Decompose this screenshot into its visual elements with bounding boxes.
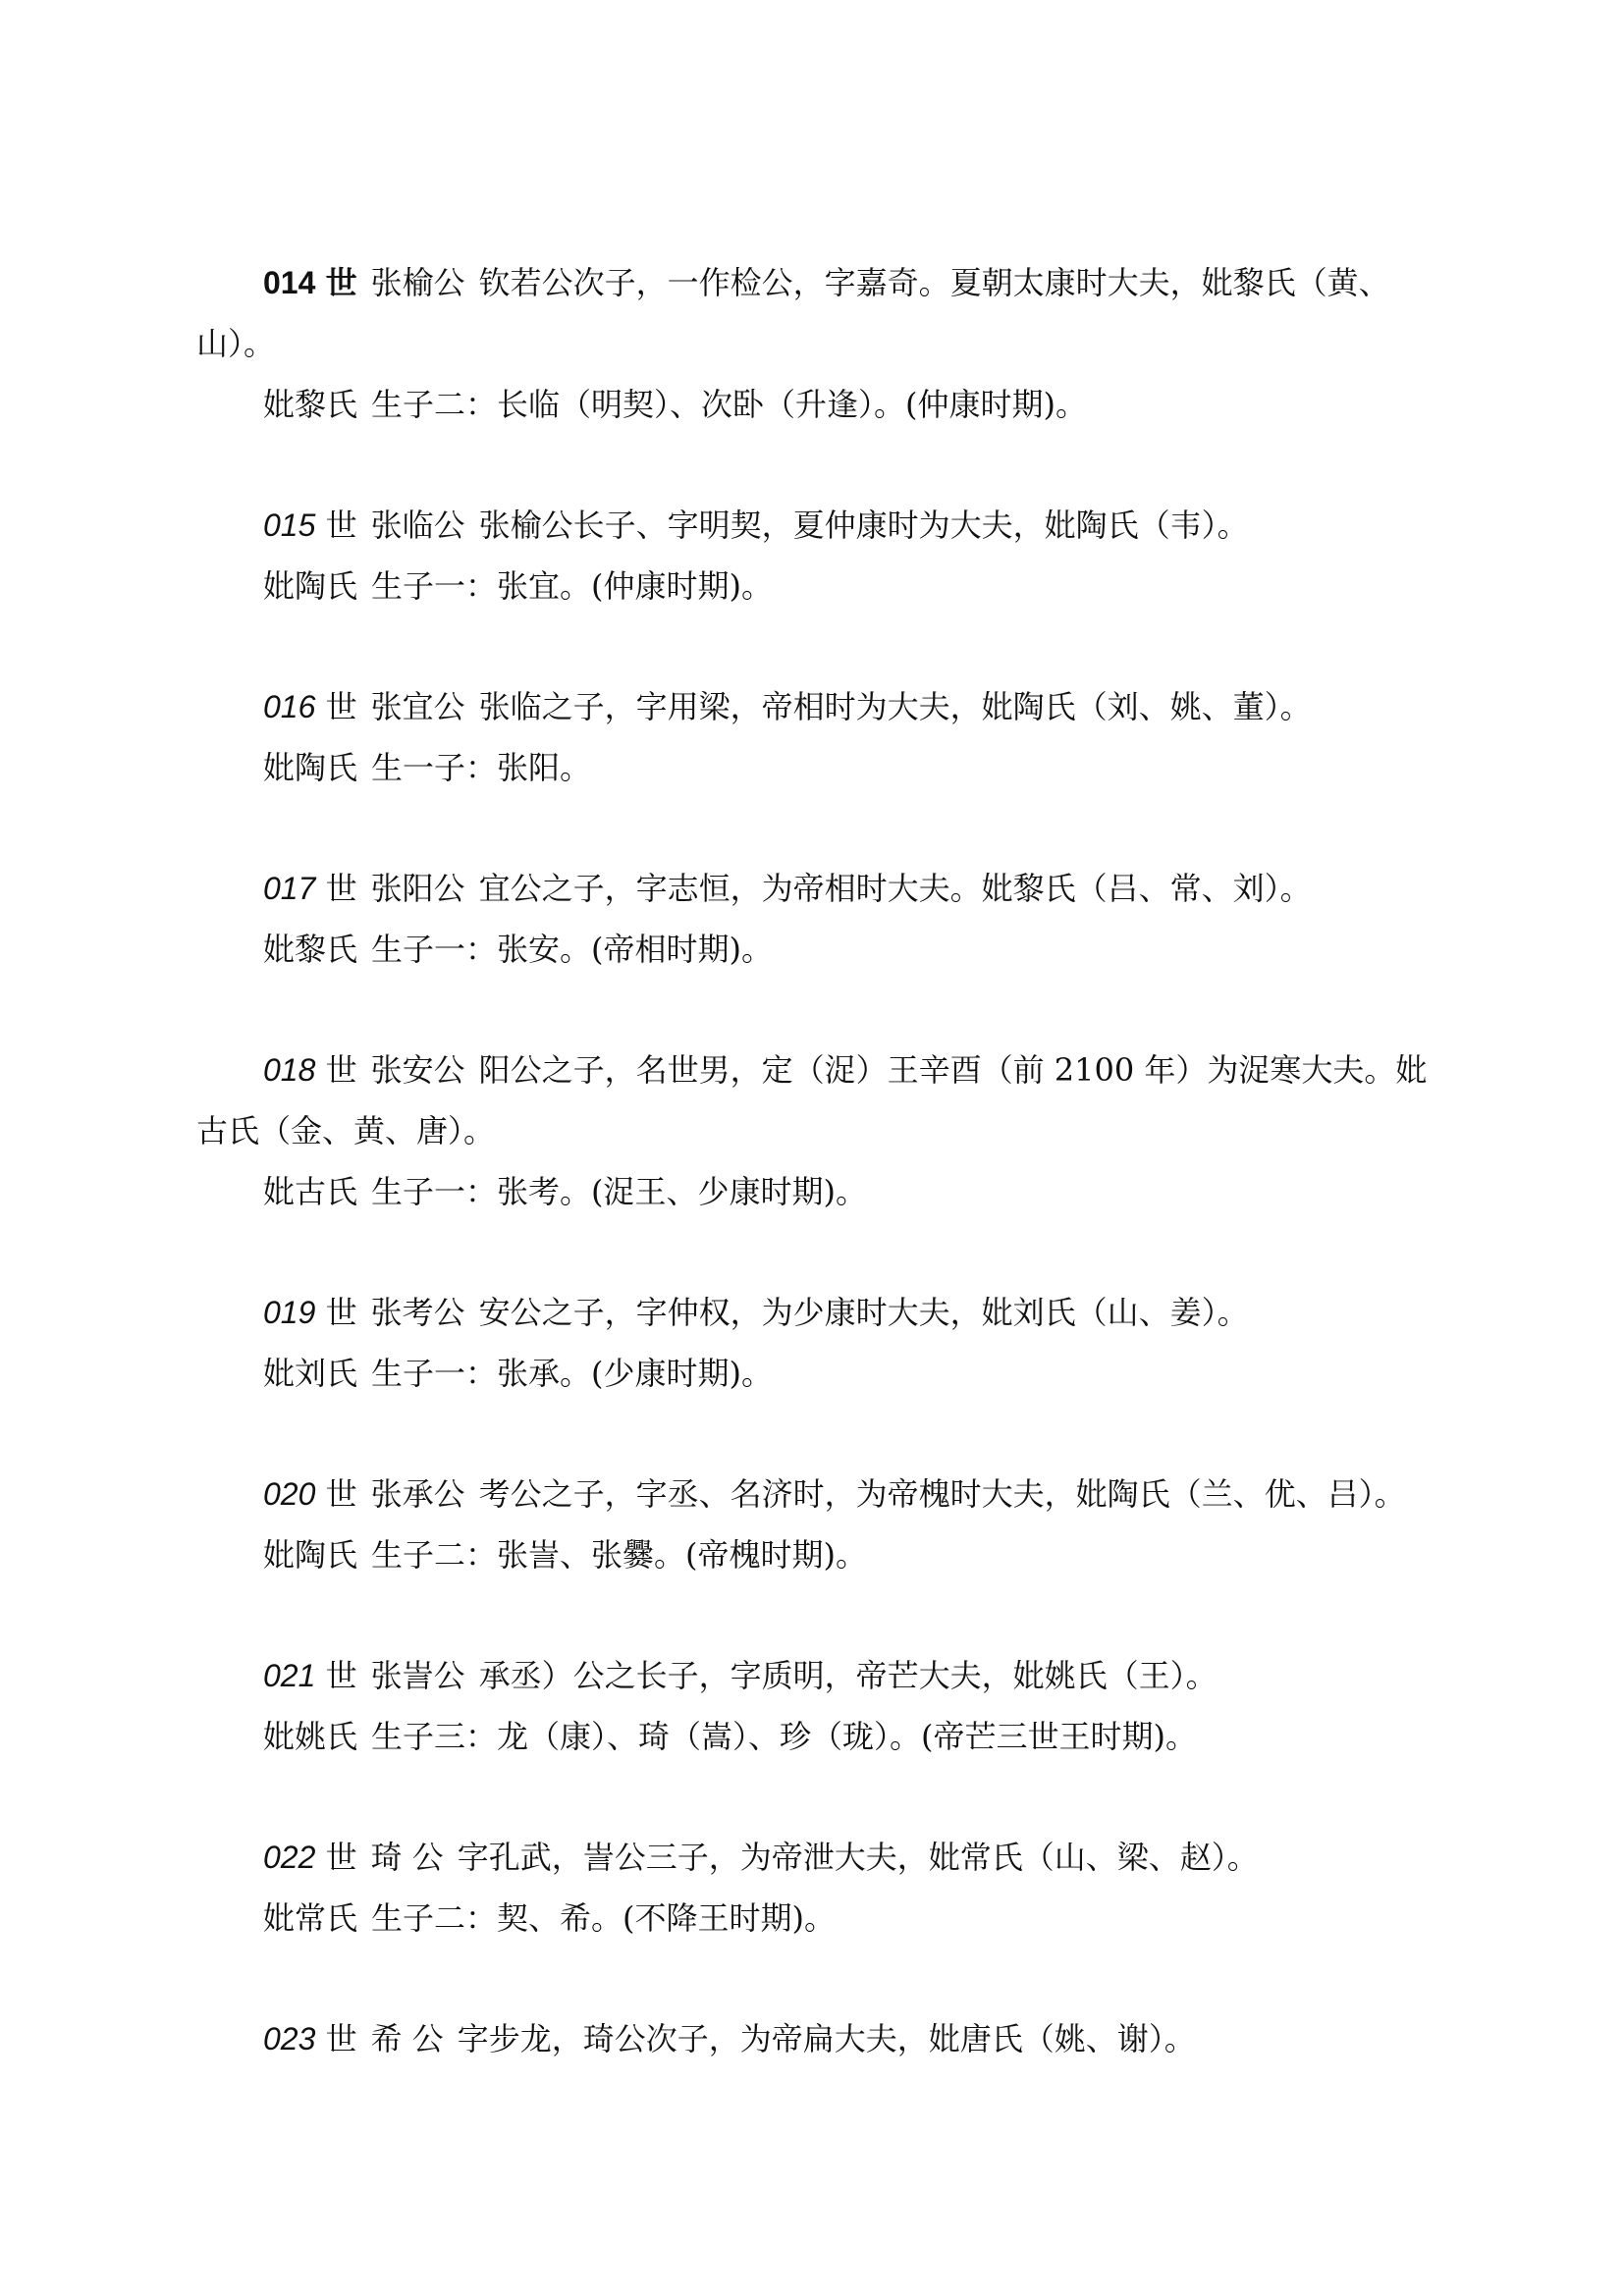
offspring-info: 生一子：张阳。 xyxy=(371,749,592,786)
ancestor-name: 张承公 xyxy=(370,1475,465,1513)
spouse-name: 妣常氏 xyxy=(263,1899,358,1937)
generation-label: 世 xyxy=(325,2020,357,2057)
ancestor-description: 张榆公长子、字明契，夏仲康时为大夫，妣陶氏（韦）。 xyxy=(478,507,1249,544)
generation-number: 018 xyxy=(263,1052,316,1088)
entry-description-continued xyxy=(196,314,275,373)
offspring-info: 生子二：契、希。(不降王时期)。 xyxy=(371,1899,836,1937)
generation-label: 世 xyxy=(325,1294,357,1331)
ancestor-description-cont: 山）。 xyxy=(196,325,276,362)
ancestor-description: 宜公之子，字志恒，为帝相时大夫。妣黎氏（吕、常、刘）。 xyxy=(478,870,1312,907)
generation-label: 世 xyxy=(325,1657,357,1694)
offspring-info: 生子二：长临（明契）、次卧（升逢）。(仲康时期)。 xyxy=(371,386,1087,423)
spouse-name: 妣姚氏 xyxy=(263,1718,358,1755)
generation-number: 017 xyxy=(263,871,316,906)
entry-heading-line xyxy=(263,1646,1218,1705)
ancestor-description-cont: 古氏（金、黄、唐）。 xyxy=(196,1112,496,1149)
spouse-name: 妣陶氏 xyxy=(263,567,358,605)
entry-description-continued xyxy=(196,1101,495,1160)
offspring-info: 生子一：张考。(浞王、少康时期)。 xyxy=(371,1173,867,1210)
generation-number: 014 xyxy=(263,265,316,300)
spouse-name: 妣黎氏 xyxy=(263,931,358,968)
entry-heading-line xyxy=(263,253,1390,312)
ancestor-name: 张訔公 xyxy=(370,1657,465,1694)
entry-heading-line xyxy=(263,2009,1196,2068)
entry-heading-line xyxy=(263,496,1249,555)
ancestor-description: 安公之子，字仲权，为少康时大夫，妣刘氏（山、姜）。 xyxy=(478,1294,1249,1331)
ancestor-description: 阳公之子，名世男，定（浞）王辛酉（前 2100 年）为浞寒大夫。妣 xyxy=(478,1051,1428,1089)
generation-number: 019 xyxy=(263,1295,316,1330)
ancestor-name: 希 公 xyxy=(370,2020,444,2057)
entry-heading-line xyxy=(263,859,1312,918)
generation-number: 021 xyxy=(263,1658,316,1693)
ancestor-description: 字孔武，訔公三子，为帝泄大夫，妣常氏（山、梁、赵）。 xyxy=(457,1839,1259,1876)
ancestor-name: 张榆公 xyxy=(370,264,465,301)
generation-label: 世 xyxy=(325,688,357,725)
ancestor-description: 承丞）公之长子，字质明，帝芒大夫，妣姚氏（王）。 xyxy=(478,1657,1218,1694)
offspring-info: 生子一：张宜。(仲康时期)。 xyxy=(371,567,773,605)
entry-heading-line xyxy=(263,1465,1406,1523)
generation-label: 世 xyxy=(325,1051,357,1089)
spouse-name: 妣黎氏 xyxy=(263,386,358,423)
ancestor-description: 字步龙，琦公次子，为帝扁大夫，妣唐氏（姚、谢）。 xyxy=(457,2020,1196,2057)
generation-label: 世 xyxy=(325,1839,357,1876)
offspring-info: 生子二：张訔、张爨。(帝槐时期)。 xyxy=(371,1536,867,1574)
entry-offspring-line xyxy=(263,920,773,979)
ancestor-description: 考公之子，字丞、名济时，为帝槐时大夫，妣陶氏（兰、优、吕）。 xyxy=(478,1475,1406,1513)
entry-offspring-line xyxy=(263,1707,1197,1766)
entry-offspring-line xyxy=(263,1162,867,1221)
entry-heading-line xyxy=(263,1283,1249,1342)
ancestor-description: 钦若公次子，一作检公，字嘉奇。夏朝太康时大夫，妣黎氏（黄、 xyxy=(478,264,1390,301)
offspring-info: 生子一：张安。(帝相时期)。 xyxy=(371,931,773,968)
ancestor-name: 张考公 xyxy=(370,1294,465,1331)
entry-offspring-line xyxy=(263,738,591,797)
generation-label: 世 xyxy=(325,507,357,544)
spouse-name: 妣陶氏 xyxy=(263,1536,358,1574)
spouse-name: 妣古氏 xyxy=(263,1173,358,1210)
spouse-name: 妣陶氏 xyxy=(263,749,358,786)
ancestor-name: 琦 公 xyxy=(370,1839,444,1876)
generation-number: 016 xyxy=(263,689,316,724)
ancestor-name: 张安公 xyxy=(370,1051,465,1089)
ancestor-name: 张阳公 xyxy=(370,870,465,907)
entry-offspring-line xyxy=(263,375,1087,434)
ancestor-name: 张临公 xyxy=(370,507,465,544)
entry-heading-line xyxy=(263,1041,1427,1099)
generation-label: 世 xyxy=(325,1475,357,1513)
spouse-name: 妣刘氏 xyxy=(263,1355,358,1392)
ancestor-name: 张宜公 xyxy=(370,688,465,725)
generation-number: 022 xyxy=(263,1840,316,1875)
entry-offspring-line xyxy=(263,557,773,615)
entry-offspring-line xyxy=(263,1889,836,1948)
offspring-info: 生子三：龙（康）、琦（嵩）、珍（珑）。(帝芒三世王时期)。 xyxy=(371,1718,1197,1755)
entry-heading-line xyxy=(263,677,1312,736)
generation-label: 世 xyxy=(325,870,357,907)
entry-offspring-line xyxy=(263,1525,867,1584)
ancestor-description: 张临之子，字用梁，帝相时为大夫，妣陶氏（刘、姚、董）。 xyxy=(478,688,1312,725)
entry-heading-line xyxy=(263,1828,1259,1887)
generation-number: 015 xyxy=(263,507,316,543)
entry-offspring-line xyxy=(263,1344,773,1403)
generation-number: 020 xyxy=(263,1476,316,1512)
generation-number: 023 xyxy=(263,2021,316,2056)
offspring-info: 生子一：张承。(少康时期)。 xyxy=(371,1355,773,1392)
generation-label: 世 xyxy=(325,264,357,301)
